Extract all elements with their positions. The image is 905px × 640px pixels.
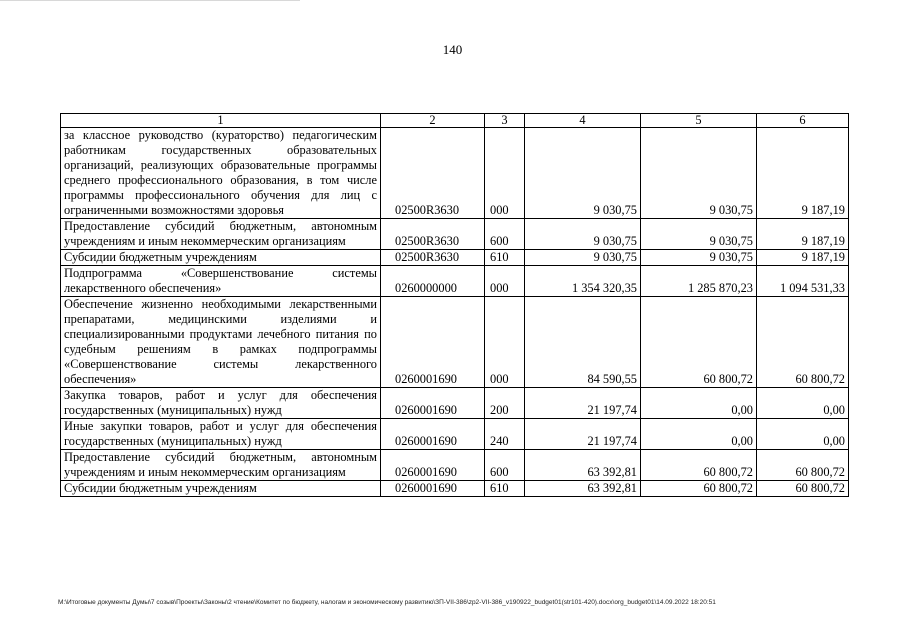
row-value-4: 63 392,81: [525, 450, 641, 481]
table-row: [61, 219, 849, 250]
table-row: [61, 128, 849, 219]
row-name: Предоставление субсидий бюджетным, автономным учреждениям и иным некоммерческим организациям: [61, 219, 381, 250]
row-value-5: 60 800,72: [641, 297, 757, 388]
row-target-code: 0260001690: [381, 450, 485, 481]
row-expense-type: 600: [485, 219, 525, 250]
row-target-code: 02500R3630: [381, 128, 485, 219]
row-value-4: 9 030,75: [525, 250, 641, 266]
row-value-4: 84 590,55: [525, 297, 641, 388]
column-header: 3: [485, 114, 525, 128]
row-value-4: 9 030,75: [525, 128, 641, 219]
row-value-5: 9 030,75: [641, 128, 757, 219]
row-value-5: 0,00: [641, 419, 757, 450]
table-row: [61, 297, 849, 388]
row-value-6: 9 187,19: [757, 219, 849, 250]
row-target-code: 0260001690: [381, 419, 485, 450]
row-expense-type: 240: [485, 419, 525, 450]
row-target-code: 0260001690: [381, 388, 485, 419]
row-name: Предоставление субсидий бюджетным, автономным учреждениям и иным некоммерческим организациям: [61, 450, 381, 481]
row-name: Субсидии бюджетным учреждениям: [61, 250, 381, 266]
row-expense-type: 000: [485, 266, 525, 297]
row-name: Субсидии бюджетным учреждениям: [61, 481, 381, 497]
column-header: 1: [61, 114, 381, 128]
row-name: Обеспечение жизненно необходимыми лекарственными препаратами, медицинскими изделиями и специализированными продуктами лечебного питания по судебным решениям в рамках подпрограммы «Совершенствование системы лекарственного обеспечения»: [61, 297, 381, 388]
row-expense-type: 610: [485, 481, 525, 497]
row-value-4: 9 030,75: [525, 219, 641, 250]
row-value-6: 1 094 531,33: [757, 266, 849, 297]
row-expense-type: 600: [485, 450, 525, 481]
row-target-code: 0260001690: [381, 481, 485, 497]
row-expense-type: 200: [485, 388, 525, 419]
row-value-5: 9 030,75: [641, 219, 757, 250]
row-target-code: 0260000000: [381, 266, 485, 297]
row-value-6: 9 187,19: [757, 128, 849, 219]
row-value-4: 1 354 320,35: [525, 266, 641, 297]
document-path-footer: M:\Итоговые документы Думы\7 созыв\Проекты\Законы\2 чтение\Комитет по бюджету, налогам и экономическому развитию\ЗП-VII-386\zp2-VII-386_v190922_budget01(str101-420).docx\org_budget01\14.09.2022 18:20:51: [58, 599, 716, 606]
table-row: [61, 481, 849, 497]
table-row: [61, 250, 849, 266]
row-value-6: 0,00: [757, 419, 849, 450]
row-expense-type: 000: [485, 297, 525, 388]
page-number: 140: [442, 42, 463, 57]
row-value-5: 1 285 870,23: [641, 266, 757, 297]
row-name: за классное руководство (кураторство) педагогическим работникам государственных образовательных организаций, реализующих образовательные программы среднего профессионального образования, в том числе программы профессионального обучения для лиц с ограниченными возможностями здоровья: [61, 128, 381, 219]
row-target-code: 0260001690: [381, 297, 485, 388]
table-row: [61, 450, 849, 481]
row-value-5: 9 030,75: [641, 250, 757, 266]
row-value-4: 21 197,74: [525, 388, 641, 419]
row-name: Иные закупки товаров, работ и услуг для обеспечения государственных (муниципальных) нужд: [61, 419, 381, 450]
table-row: [61, 266, 849, 297]
table-row: [61, 419, 849, 450]
row-expense-type: 610: [485, 250, 525, 266]
column-header: 6: [757, 114, 849, 128]
table-header-row: [61, 114, 849, 128]
column-header: 4: [525, 114, 641, 128]
budget-table: [60, 113, 849, 497]
column-header: 2: [381, 114, 485, 128]
row-value-6: 60 800,72: [757, 450, 849, 481]
top-rule: [0, 0, 300, 1]
row-name: Закупка товаров, работ и услуг для обеспечения государственных (муниципальных) нужд: [61, 388, 381, 419]
row-value-6: 9 187,19: [757, 250, 849, 266]
table-row: [61, 388, 849, 419]
row-target-code: 02500R3630: [381, 219, 485, 250]
row-name: Подпрограмма «Совершенствование системы лекарственного обеспечения»: [61, 266, 381, 297]
row-value-6: 0,00: [757, 388, 849, 419]
row-target-code: 02500R3630: [381, 250, 485, 266]
row-value-6: 60 800,72: [757, 481, 849, 497]
column-header: 5: [641, 114, 757, 128]
row-value-4: 21 197,74: [525, 419, 641, 450]
row-value-5: 0,00: [641, 388, 757, 419]
row-expense-type: 000: [485, 128, 525, 219]
row-value-6: 60 800,72: [757, 297, 849, 388]
row-value-5: 60 800,72: [641, 481, 757, 497]
row-value-5: 60 800,72: [641, 450, 757, 481]
row-value-4: 63 392,81: [525, 481, 641, 497]
